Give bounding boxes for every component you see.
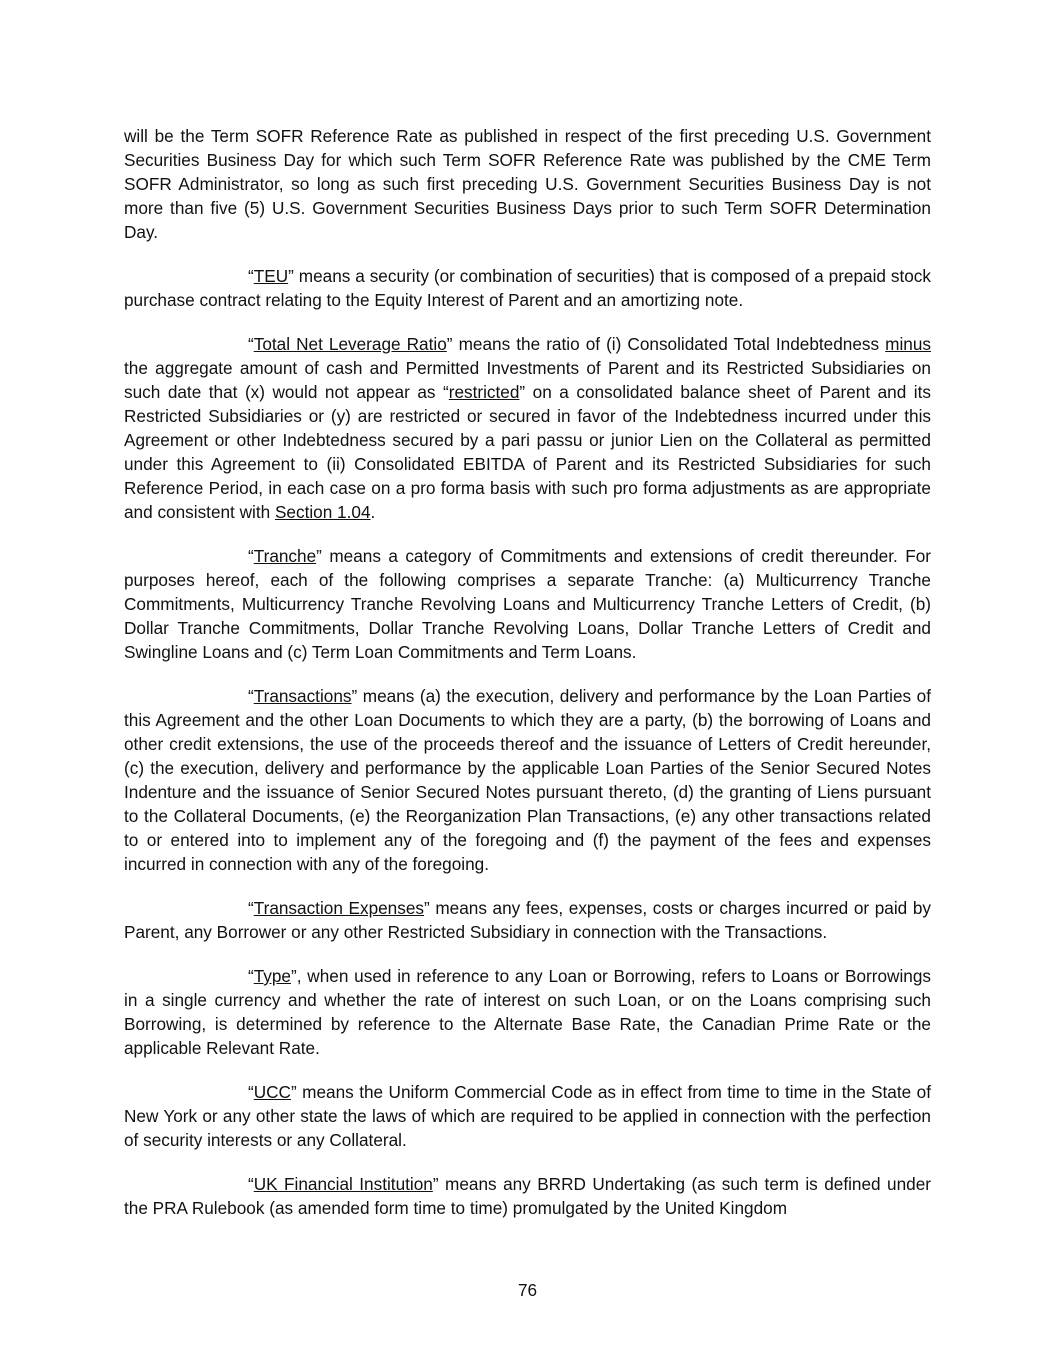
definition-text: , when used in reference to any Loan or Borrowing, refers to Loans or Borrowings in a single currency and whether the rate of interest on such Loan, or on the Loans comprising such Borrowing, is determined by reference to the Alternate Base Rate, the Canadian Prime Rate or the applicable Relevant Rate.: [124, 966, 931, 1058]
definition-text: means the ratio of (i) Consolidated Total Indebtedness: [452, 334, 886, 354]
page-number: 76: [517, 1280, 538, 1300]
definition-teu: “TEU” means a security (or combination of securities) that is composed of a prepaid stock purchase contract relating to the Equity Interest of Parent and an amortizing note.: [124, 266, 931, 310]
definition-type: “Type”, when used in reference to any Loan or Borrowing, refers to Loans or Borrowings in a single currency and whether the rate of interest on such Loan, or on the Loans comprising such Borrowing, is determined by reference to the Alternate Base Rate, the Canadian Prime Rate or the applicable Relevant Rate.: [124, 966, 931, 1058]
defined-term: UCC: [253, 1082, 291, 1102]
definition-text: means the Uniform Commercial Code as in effect from time to time in the State of New York or any other state the laws of which are required to be applied in connection with the perfection of security interests or any Collateral.: [124, 1082, 931, 1150]
definition-ucc: “UCC” means the Uniform Commercial Code as in effect from time to time in the State of New York or any other state the laws of which are required to be applied in connection with the perfection of security interests or any Collateral.: [124, 1082, 931, 1150]
definition-text: ” on a consolidated balance sheet of Parent and its Restricted Subsidiaries or (y) are restricted or secured in favor of the Indebtedness incurred under this Agreement or other Indebtedness secured by a pari passu or junior Lien on the Collateral as permitted under this Agreement to (ii) Consolidated EBITDA of Parent and its Restricted Subsidiaries for such Reference Period, in each case on a pro forma basis with such pro forma adjustments as are appropriate and consistent with: [124, 382, 931, 522]
definition-text: .: [370, 502, 376, 522]
defined-term: TEU: [253, 266, 289, 286]
defined-term: Tranche: [253, 546, 317, 566]
definition-text: the aggregate amount of cash and Permitted Investments of Parent and its Restricted Subsidiaries on such date that (x) would not appear as “: [124, 358, 931, 402]
defined-term: Total Net Leverage Ratio: [253, 334, 447, 354]
defined-term: Type: [253, 966, 291, 986]
definition-text: means a category of Commitments and extensions of credit thereunder. For purposes hereof, each of the following comprises a separate Tranche: (a) Multicurrency Tranche Commitments, Multicurrency Tranche Revolving Loans and Multicurrency Tranche Letters of Credit, (b) Dollar Tranche Commitments, Dollar Tranche Revolving Loans, Dollar Tranche Letters of Credit and Swingline Loans and (c) Term Loan Commitments and Term Loans.: [124, 546, 931, 662]
definition-text: means a security (or combination of securities) that is composed of a prepaid stock purchase contract relating to the Equity Interest of Parent and an amortizing note.: [124, 266, 931, 310]
emphasis-restricted: restricted: [448, 382, 520, 402]
emphasis-minus: minus: [885, 334, 932, 354]
intro-paragraph: will be the Term SOFR Reference Rate as published in respect of the first preceding U.S. Government Securities Business Day for which such Term SOFR Reference Rate was published by the CME Term SOFR Administrator, so long as such first preceding U.S. Government Securities Business Day is not more than five (5) U.S. Government Securities Business Days prior to such Term SOFR Determination Day.: [124, 126, 931, 242]
definition-text: means any BRRD Undertaking (as such term is defined under the PRA Rulebook (as amended form time to time) promulgated by the United Kingdom: [124, 1174, 932, 1218]
definition-uk-financial-institution: “UK Financial Institution” means any BRRD Undertaking (as such term is defined under the PRA Rulebook (as amended form time to time) promulgated by the United Kingdom: [124, 1174, 932, 1218]
definition-transaction-expenses: “Transaction Expenses” means any fees, expenses, costs or charges incurred or paid by Parent, any Borrower or any other Restricted Subsidiary in connection with the Transactions.: [124, 898, 931, 942]
definition-transactions: “Transactions” means (a) the execution, delivery and performance by the Loan Parties of this Agreement and the other Loan Documents to which they are a party, (b) the borrowing of Loans and other credit extensions, the use of the proceeds thereof and the issuance of Letters of Credit hereunder, (c) the execution, delivery and performance by the applicable Loan Parties of the Senior Secured Notes Indenture and the issuance of Senior Secured Notes pursuant thereto, (d) the granting of Liens pursuant to the Collateral Documents, (e) the Reorganization Plan Transactions, (e) any other transactions related to or entered into to implement any of the foregoing and (f) the payment of the fees and expenses incurred in connection with any of the foregoing.: [124, 686, 931, 874]
definition-tranche: “Tranche” means a category of Commitments and extensions of credit thereunder. For purposes hereof, each of the following comprises a separate Tranche: (a) Multicurrency Tranche Commitments, Multicurrency Tranche Revolving Loans and Multicurrency Tranche Letters of Credit, (b) Dollar Tranche Commitments, Dollar Tranche Revolving Loans, Dollar Tranche Letters of Credit and Swingline Loans and (c) Term Loan Commitments and Term Loans.: [124, 546, 931, 662]
defined-term: Transactions: [253, 686, 352, 706]
definition-total-net-leverage-ratio: “Total Net Leverage Ratio” means the ratio of (i) Consolidated Total Indebtedness minus the aggregate amount of cash and Permitted Investments of Parent and its Restricted Subsidiaries on such date that (x) would not appear as “restricted” on a consolidated balance sheet of Parent and its Restricted Subsidiaries or (y) are restricted or secured in favor of the Indebtedness incurred under this Agreement or other Indebtedness secured by a pari passu or junior Lien on the Collateral as permitted under this Agreement to (ii) Consolidated EBITDA of Parent and its Restricted Subsidiaries for such Reference Period, in each case on a pro forma basis with such pro forma adjustments as are appropriate and consistent with Section 1.04.: [124, 334, 932, 522]
section-reference: Section 1.04: [274, 502, 371, 522]
defined-term: UK Financial Institution: [253, 1174, 433, 1194]
defined-term: Transaction Expenses: [253, 898, 424, 918]
document-page: [124, 124, 931, 1240]
definition-text: means (a) the execution, delivery and performance by the Loan Parties of this Agreement and the other Loan Documents to which they are a party, (b) the borrowing of Loans and other credit extensions, the use of the proceeds thereof and the issuance of Letters of Credit hereunder, (c) the execution, delivery and performance by the applicable Loan Parties of the Senior Secured Notes Indenture and the issuance of Senior Secured Notes pursuant thereto, (d) the granting of Liens pursuant to the Collateral Documents, (e) the Reorganization Plan Transactions, (e) any other transactions related to or entered into to implement any of the foregoing and (f) the payment of the fees and expenses incurred in connection with any of the foregoing.: [124, 686, 931, 874]
definition-text: means any fees, expenses, costs or charges incurred or paid by Parent, any Borrower or any other Restricted Subsidiary in connection with the Transactions.: [124, 898, 931, 942]
